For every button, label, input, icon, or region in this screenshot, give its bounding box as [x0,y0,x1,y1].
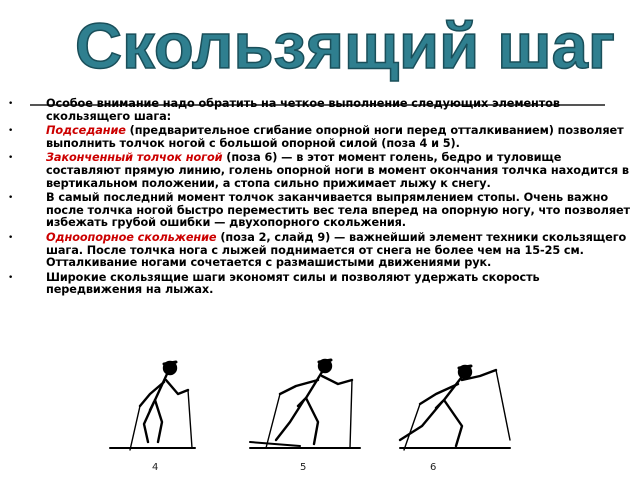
bullet-text: (поза 2, слайд 9) — важнейший элемент техники скользящего шага. После толчка нога с лыжей поднимается от снега не более чем на 15-25 см. Отталкивание ногами сочетается с размашистыми движениями рук. [46,230,627,270]
bullet-marker: • [8,153,14,164]
title-text: Скользящий шаг [75,10,615,82]
bullet-marker: • [8,126,14,137]
bullet-marker: • [8,232,14,243]
skier-pose-6 [400,366,510,450]
bullet-marker: • [8,193,14,204]
bullet-text: (предварительное сгибание опорной ноги перед отталкиванием) позволяет выполнить толчок ногой с большой опорной силой (поза 4 и 5). [46,124,624,150]
bullet-text: (поза 6) — в этот момент голень, бедро и туловище составляют прямую линию, голень опорной ноги в момент окончания толчка находится в вертикальном положении, а стопа сильно прижимает лыжу к снегу. [46,151,629,190]
bullet-text: Широкие скользящие шаги экономят силы и позволяют удержать скорость передвижения на лыжах. [46,270,540,297]
page-title [0,0,640,90]
skier-pose-4 [110,362,195,450]
bullet-marker: • [8,99,14,109]
bullet-item [8,125,633,150]
bullet-marker: • [8,272,14,283]
bullet-item [8,272,633,297]
bullet-item [8,192,633,230]
skiers-illustration [100,350,520,480]
emphasis-term: Подседание [46,124,126,138]
bullet-text: Особое внимание надо обратить на четкое выполнение следующих элементов скользящего шага: [46,97,560,123]
skier-pose-5 [250,360,360,448]
bullet-item [8,98,633,123]
bullet-text: В самый последний момент толчок заканчивается выпрямлением стопы. Очень важно после толчка ногой быстро переместить вес тела вперед на опорную ногу, что позволяет избежать грубой ошибки — двухопорного скольжения. [46,191,630,230]
bullet-item [8,152,633,190]
pose-label-4: 4 [152,462,159,473]
bullet-item [8,232,633,270]
bullet-list [8,98,633,299]
emphasis-term: Одноопорное скольжение [46,230,217,244]
pose-label-6: 6 [430,462,437,473]
emphasis-term: Законченный толчок ногой [46,151,223,165]
pose-label-5: 5 [300,462,307,473]
